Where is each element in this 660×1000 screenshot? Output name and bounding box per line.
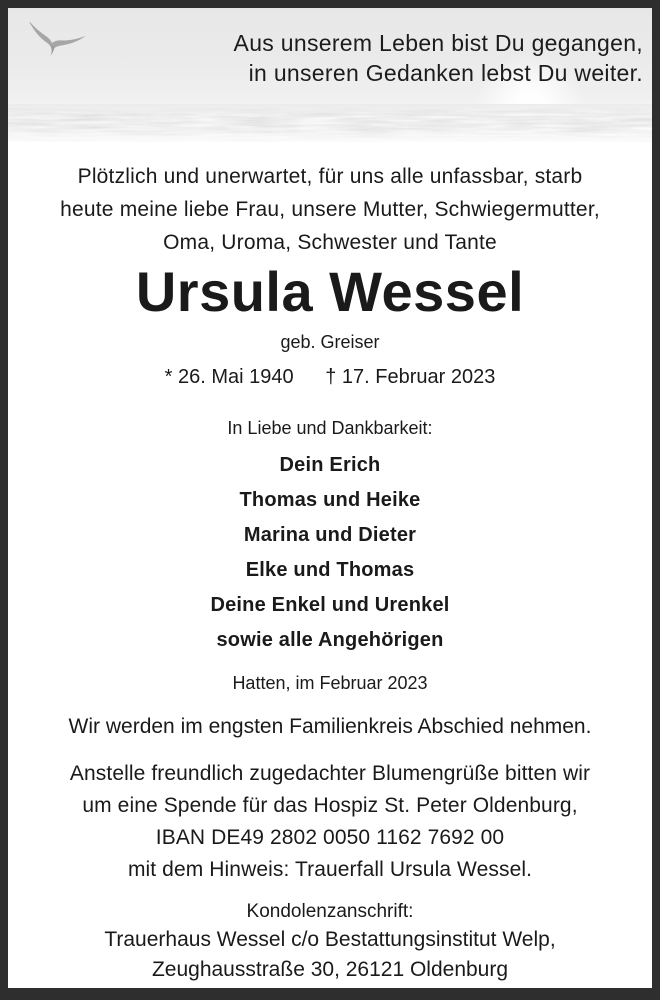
announcement-line: Oma, Uroma, Schwester und Tante bbox=[163, 231, 497, 254]
birth-date: * 26. Mai 1940 bbox=[164, 366, 294, 388]
donation-iban: IBAN DE49 2802 0050 1162 7692 00 bbox=[155, 826, 505, 849]
announcement-line: Plötzlich und unerwartet, für uns alle unfassbar, starb bbox=[77, 165, 583, 188]
mourner-name: Thomas und Heike bbox=[239, 489, 421, 511]
farewell-note: Wir werden im engsten Familienkreis Abschied nehmen. bbox=[68, 715, 592, 738]
donation-line: mit dem Hinweis: Trauerfall Ursula Wessel. bbox=[127, 858, 533, 881]
mourner-name: Dein Erich bbox=[279, 454, 381, 476]
mourners-list bbox=[8, 448, 652, 658]
seagull-icon bbox=[21, 22, 87, 66]
memorial-quote-line-2: in unseren Gedanken lebst Du weiter. bbox=[248, 60, 643, 86]
memorial-quote-line-1: Aus unserem Leben bist Du gegangen, bbox=[233, 30, 643, 56]
donation-request bbox=[8, 758, 652, 886]
mourner-name: Deine Enkel und Urenkel bbox=[210, 594, 450, 616]
sea-horizon bbox=[8, 108, 652, 142]
memorial-card bbox=[8, 8, 652, 988]
condolence-address bbox=[8, 925, 652, 985]
condolence-line: Trauerhaus Wessel c/o Bestattungsinstitut Welp, bbox=[104, 928, 556, 951]
death-date: † 17. Februar 2023 bbox=[325, 366, 496, 388]
mourning-intro: In Liebe und Dankbarkeit: bbox=[227, 418, 433, 438]
deceased-name: Ursula Wessel bbox=[135, 260, 525, 323]
donation-line: Anstelle freundlich zugedachter Blumengrüße bitten wir bbox=[69, 762, 591, 785]
announcement-line: heute meine liebe Frau, unsere Mutter, Schwiegermutter, bbox=[60, 198, 600, 221]
mourner-name: sowie alle Angehörigen bbox=[216, 629, 444, 651]
announcement-text bbox=[8, 160, 652, 259]
donation-line: um eine Spende für das Hospiz St. Peter Oldenburg, bbox=[82, 794, 578, 817]
condolence-line: Zeughausstraße 30, 26121 Oldenburg bbox=[151, 958, 509, 981]
place-date: Hatten, im Februar 2023 bbox=[232, 673, 428, 693]
mourner-name: Marina und Dieter bbox=[243, 524, 417, 546]
memorial-quote bbox=[234, 28, 643, 88]
life-dates bbox=[8, 364, 652, 390]
condolence-heading: Kondolenzanschrift: bbox=[246, 901, 414, 922]
header-image bbox=[8, 8, 652, 146]
maiden-name: geb. Greiser bbox=[280, 332, 380, 352]
mourner-name: Elke und Thomas bbox=[245, 559, 415, 581]
